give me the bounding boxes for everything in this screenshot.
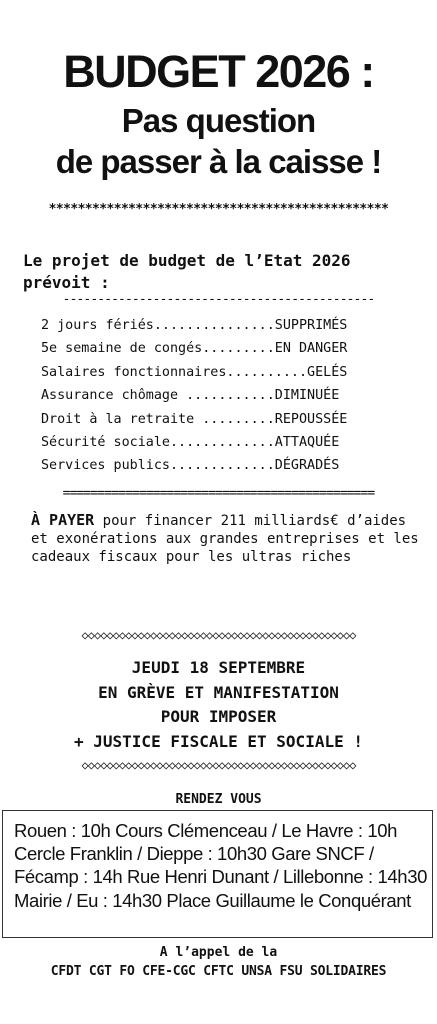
strike-date: JEUDI 18 SEPTEMBRE: [131, 658, 306, 677]
unions-list: CFDT CGT FO CFE-CGC CFTC UNSA FSU SOLIDAIRES: [50, 964, 387, 979]
measure-item: 2 jours fériés...............SUPPRIMÉS: [41, 318, 348, 333]
page-title: BUDGET 2026 :: [63, 46, 374, 97]
rendezvous-locations: Rouen : 10h Cours Clémenceau / Le Havre : 10h Cercle Franklin / Dieppe : 10h30 Gare SNCF / Fécamp : 14h Rue Henri Dunant / Lillebonne : 14h30 Mairie / Eu : 14h30 Place Guillaume le Conquérant: [14, 820, 427, 911]
payment-lead: À PAYER: [31, 511, 95, 529]
rendezvous-title: RENDEZ VOUS: [175, 792, 262, 807]
strike-announcement: [0, 656, 437, 754]
dashes-divider: ---------------------------------------------: [62, 292, 375, 307]
payment-text: pour financer 211 milliards€ d’aides et exonérations aux grandes entreprises et les cadeaux fiscaux pour les ultras riches: [31, 513, 419, 565]
strike-demand: + JUSTICE FISCALE ET SOCIALE !: [74, 731, 363, 751]
measure-item: Salaires fonctionnaires..........GELÉS: [41, 364, 348, 380]
intro-text: Le projet de budget de l’Etat 2026 prévoit :: [23, 251, 351, 292]
strike-purpose: POUR IMPOSER: [160, 707, 277, 726]
diamonds-divider-top: ◇◇◇◇◇◇◇◇◇◇◇◇◇◇◇◇◇◇◇◇◇◇◇◇◇◇◇◇◇◇◇◇◇◇◇◇◇◇◇◇◇◇◇◇: [81, 628, 356, 642]
measure-item: Sécurité sociale.............ATTAQUÉE: [41, 435, 340, 451]
measure-item: 5e semaine de congés.........EN DANGER: [41, 341, 348, 357]
measures-list: [41, 314, 347, 478]
stars-divider: ***********************************************: [48, 202, 389, 217]
diamonds-divider-bottom: ◇◇◇◇◇◇◇◇◇◇◇◇◇◇◇◇◇◇◇◇◇◇◇◇◇◇◇◇◇◇◇◇◇◇◇◇◇◇◇◇◇◇◇◇: [81, 758, 356, 772]
measure-item: Services publics.............DÉGRADÉS: [41, 458, 340, 474]
page-subtitle-line2: de passer à la caisse !: [55, 143, 382, 180]
strike-action: EN GRÈVE ET MANIFESTATION: [98, 682, 339, 702]
payment-paragraph: [31, 511, 421, 566]
page-subtitle-line1: Pas question: [121, 102, 316, 139]
equals-divider: =============================================: [62, 486, 375, 501]
measure-item: Droit à la retraite .........REPOUSSÉE: [41, 411, 348, 427]
appel-text: A l’appel de la: [159, 945, 278, 960]
measure-item: Assurance chômage ...........DIMINUÉE: [41, 388, 340, 404]
